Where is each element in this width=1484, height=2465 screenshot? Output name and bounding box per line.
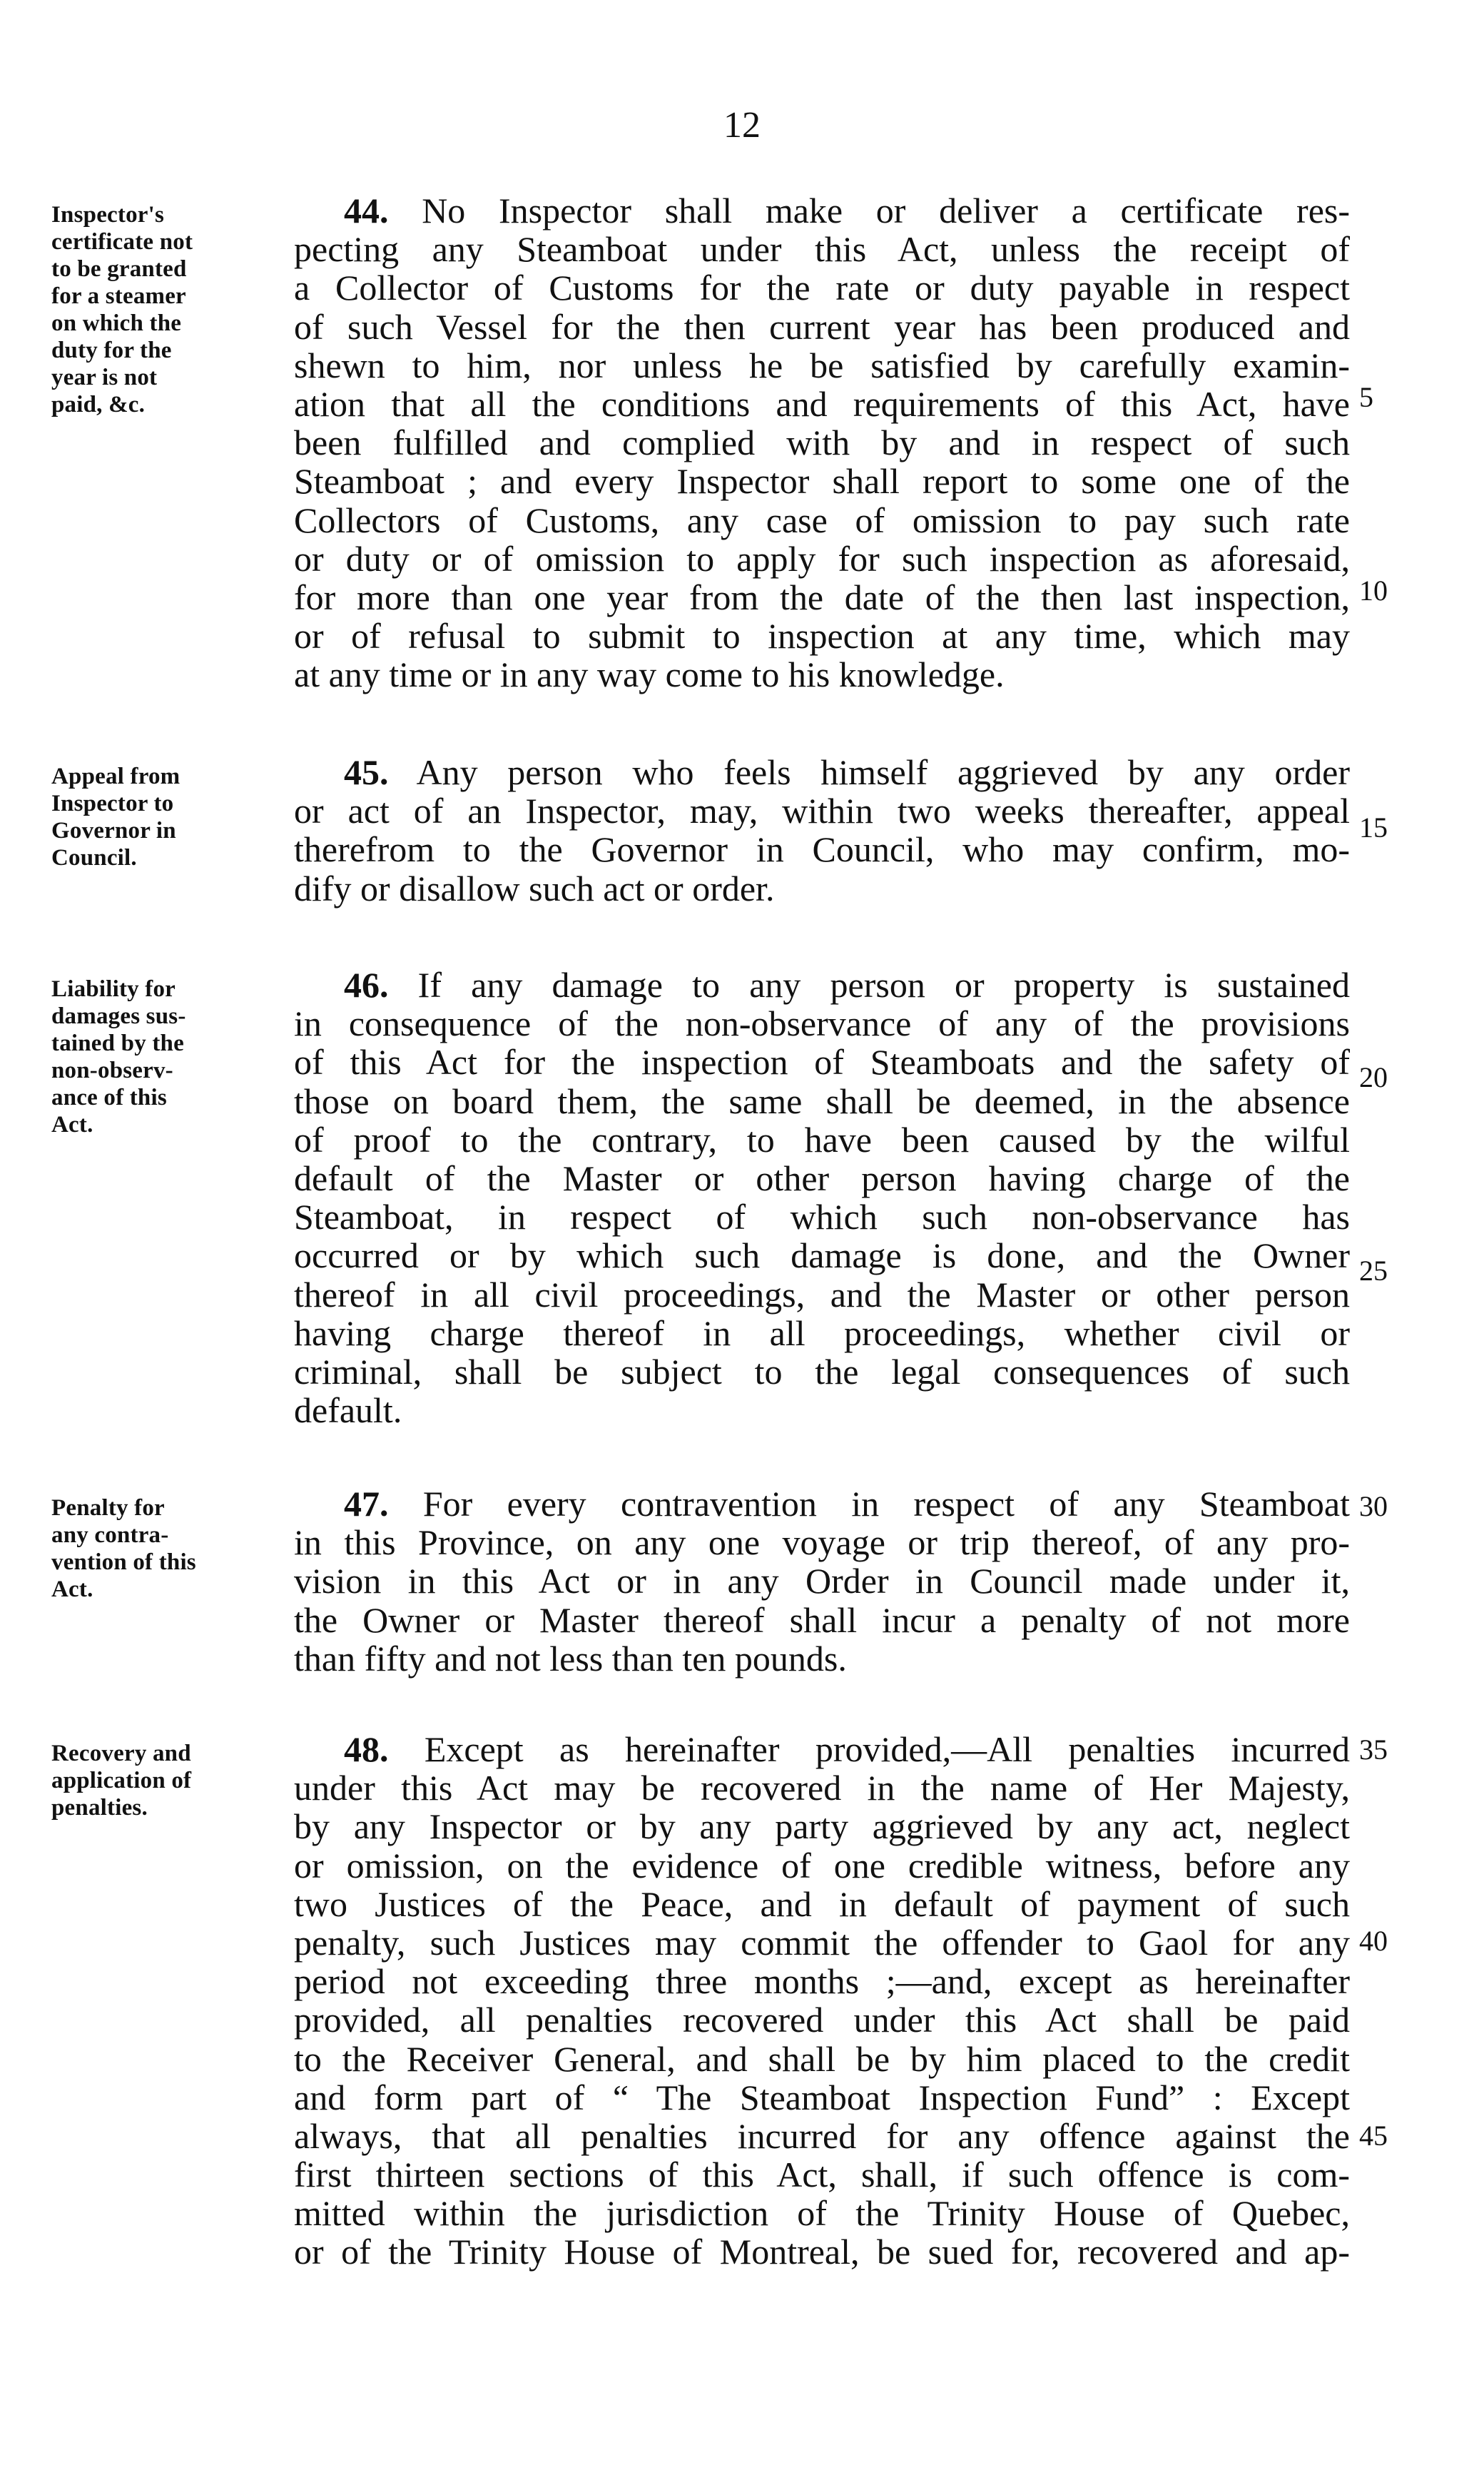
text-line: shewn to him, nor unless he be satisfied by carefully examin- <box>294 345 1350 385</box>
text-line: or of refusal to submit to inspection at any time, which may <box>294 616 1350 657</box>
text-line: to the Receiver General, and shall be by him placed to the credit <box>294 2038 1350 2079</box>
text-line: in consequence of the non-observance of any of the provisions <box>294 1003 1350 1044</box>
margin-note-45: Appeal from Inspector to Governor in Council. <box>51 764 181 871</box>
text-line: of this Act for the inspection of Steamboats and the safety of <box>294 1042 1350 1083</box>
text-line: 46. If any damage to any person or property is sustained <box>344 965 1350 1005</box>
text-line: than fifty and not less than ten pounds. <box>294 1638 847 1679</box>
section-48-text <box>294 1730 1350 2272</box>
margin-note-48: Recovery and application of penalties. <box>51 1741 192 1821</box>
section-number: 47. <box>344 1484 389 1524</box>
line-number-20: 20 <box>1359 1061 1388 1093</box>
text-line: provided, all penalties recovered under this Act shall be paid <box>294 2000 1350 2040</box>
line-number-30: 30 <box>1359 1490 1388 1522</box>
section-47-text <box>294 1484 1350 1678</box>
section-number: 45. <box>344 752 389 792</box>
text-line: default of the Master or other person having charge of the <box>294 1158 1350 1198</box>
line-number-10: 10 <box>1359 575 1388 607</box>
margin-note-47: Penalty for any contra- vention of this Act. <box>51 1495 196 1602</box>
line-number-5: 5 <box>1359 381 1373 413</box>
text-line: Steamboat, in respect of which such non-observance has <box>294 1197 1350 1237</box>
text-line: penalty, such Justices may commit the offender to Gaol for any <box>294 1922 1350 1963</box>
text-line: a Collector of Customs for the rate or duty payable in respect <box>294 268 1350 308</box>
margin-note-44: Inspector's certificate not to be granted for a steamer on which the duty for the year is not paid, &c. <box>51 202 193 417</box>
text-line: Steamboat ; and every Inspector shall report to some one of the <box>294 461 1350 502</box>
text-line: the Owner or Master thereof shall incur a penalty of not more <box>294 1599 1350 1640</box>
text-line: first thirteen sections of this Act, shall, if such offence is com- <box>294 2155 1350 2195</box>
text-line: under this Act may be recovered in the name of Her Majesty, <box>294 1768 1350 1808</box>
text-line: ation that all the conditions and requirements of this Act, have <box>294 383 1350 424</box>
margin-note-46: Liability for damages sus- tained by the non-observ- ance of this Act. <box>51 976 186 1138</box>
text-line: of such Vessel for the then current year has been produced and <box>294 306 1350 347</box>
line-number-25: 25 <box>1359 1255 1388 1287</box>
section-number: 48. <box>344 1729 389 1769</box>
text-line: always, that all penalties incurred for any offence against the <box>294 2115 1350 2156</box>
text-line: two Justices of the Peace, and in default of payment of such <box>294 1883 1350 1924</box>
line-number-15: 15 <box>1359 811 1388 844</box>
text-line: Collectors of Customs, any case of omission to pay such rate <box>294 500 1350 540</box>
text-line: by any Inspector or by any party aggrieved by any act, neglect <box>294 1806 1350 1847</box>
text-line: 48. Except as hereinafter provided,—All penalties incurred <box>344 1729 1350 1769</box>
text-line: occurred or by which such damage is done, and the Owner <box>294 1235 1350 1276</box>
text-line: mitted within the jurisdiction of the Trinity House of Quebec, <box>294 2193 1350 2234</box>
text-line: dify or disallow such act or order. <box>294 868 775 908</box>
text-line: therefrom to the Governor in Council, who may confirm, mo- <box>294 829 1350 870</box>
section-44-text <box>294 191 1350 694</box>
text-line: of proof to the contrary, to have been caused by the wilful <box>294 1119 1350 1160</box>
line-number-35: 35 <box>1359 1733 1388 1766</box>
text-line: and form part of “ The Steamboat Inspection Fund” : Except <box>294 2077 1350 2117</box>
section-46-text <box>294 966 1350 1429</box>
text-line: at any time or in any way come to his knowledge. <box>294 654 1005 695</box>
text-line: those on board them, the same shall be deemed, in the absence <box>294 1080 1350 1121</box>
text-line: for more than one year from the date of the then last inspection, <box>294 577 1350 617</box>
text-line: or duty or of omission to apply for such inspection as aforesaid, <box>294 538 1350 579</box>
text-line: in this Province, on any one voyage or trip thereof, of any pro- <box>294 1522 1350 1563</box>
section-45-text <box>294 753 1350 908</box>
text-line: 44. No Inspector shall make or deliver a certificate res- <box>344 191 1350 231</box>
text-line: or of the Trinity House of Montreal, be sued for, recovered and ap- <box>294 2232 1350 2272</box>
section-number: 44. <box>344 191 389 231</box>
text-line: criminal, shall be subject to the legal consequences of such <box>294 1351 1350 1392</box>
text-line: pecting any Steamboat under this Act, unless the receipt of <box>294 229 1350 270</box>
text-line: period not exceeding three months ;—and, except as hereinafter <box>294 1961 1350 2002</box>
text-line: 47. For every contravention in respect of any Steamboat <box>344 1484 1350 1524</box>
text-line: been fulfilled and complied with by and in respect of such <box>294 422 1350 463</box>
text-line: or omission, on the evidence of one credible witness, before any <box>294 1845 1350 1886</box>
text-line: or act of an Inspector, may, within two weeks thereafter, appeal <box>294 791 1350 831</box>
section-number: 46. <box>344 965 389 1005</box>
text-line: vision in this Act or in any Order in Council made under it, <box>294 1561 1350 1601</box>
page-number: 12 <box>723 105 761 146</box>
text-line: 45. Any person who feels himself aggrieved by any order <box>344 752 1350 792</box>
line-number-40: 40 <box>1359 1925 1388 1957</box>
line-number-45: 45 <box>1359 2120 1388 2152</box>
text-line: thereof in all civil proceedings, and the Master or other person <box>294 1274 1350 1315</box>
text-line: having charge thereof in all proceedings, whether civil or <box>294 1312 1350 1353</box>
text-line: default. <box>294 1390 402 1431</box>
